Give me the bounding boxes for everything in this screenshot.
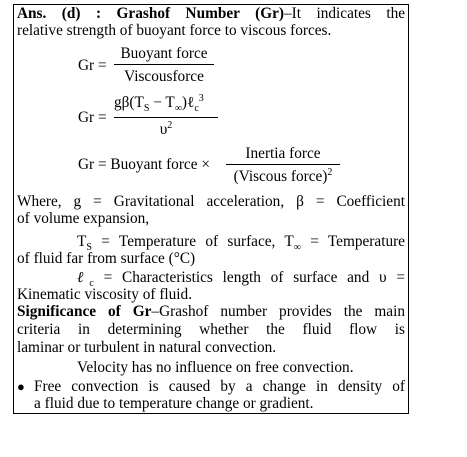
answer-heading-line bbox=[17, 5, 405, 22]
definition-tail: –It indicates the bbox=[284, 5, 406, 22]
significance-line-1: Significance of Gr–Grashof number provides the main bbox=[17, 303, 405, 320]
definition-line-2: relative strength of buoyant force to viscous forces. bbox=[17, 22, 332, 39]
significance-line-3: laminar or turbulent in natural convection. bbox=[17, 339, 277, 356]
answer-label: Ans. (d) : Grashof Number (Gr) bbox=[17, 5, 285, 22]
eq2-fraction-bar bbox=[114, 117, 218, 118]
eq1-fraction-bar bbox=[114, 64, 214, 65]
eq3-fraction-bar bbox=[226, 164, 340, 165]
eq2-denominator: $\upsilon^2$ bbox=[159, 119, 173, 138]
eq3-denominator: (Viscous force)$^2$ bbox=[233, 166, 333, 185]
bullet-line-1: Free convection is caused by a change in density of bbox=[34, 378, 405, 395]
eq1-numerator: Buoyant force bbox=[120, 45, 208, 62]
eq1-denominator: Viscousforce bbox=[124, 68, 204, 85]
eq3-lhs: Gr = Buoyant force × bbox=[78, 156, 210, 173]
significance-line-2: criteria in determining whether the fluid flow is bbox=[17, 321, 405, 338]
eq3-numerator: Inertia force bbox=[245, 145, 321, 162]
velocity-line: Velocity has no influence on free convection. bbox=[77, 359, 354, 376]
significance-heading: Significance of Gr bbox=[17, 303, 152, 320]
where-line-1: Where, g = Gravitational acceleration, β = Coefficient bbox=[17, 193, 405, 210]
eq2-lhs: Gr = bbox=[78, 109, 107, 126]
lc-line-1: ℓ$_c$ = Characteristics length of surface and υ = bbox=[77, 269, 405, 290]
answer-box bbox=[13, 4, 409, 414]
bullet-line-2: a fluid due to temperature change or gradient. bbox=[34, 395, 314, 412]
ts-line-2: of fluid far from surface (°C) bbox=[17, 250, 196, 267]
where-line-2: of volume expansion, bbox=[17, 210, 150, 227]
eq1-lhs: Gr = bbox=[78, 57, 107, 74]
eq2-numerator: $g\beta(T_S$ − $T_\infty)\ell_c^3$ bbox=[114, 92, 204, 115]
lc-line-2: Kinematic viscosity of fluid. bbox=[17, 286, 193, 303]
ts-line-1: $T_S$ = Temperature of surface, $T_\infty$ = Temperature bbox=[77, 233, 405, 254]
bullet-icon: ● bbox=[17, 379, 25, 394]
